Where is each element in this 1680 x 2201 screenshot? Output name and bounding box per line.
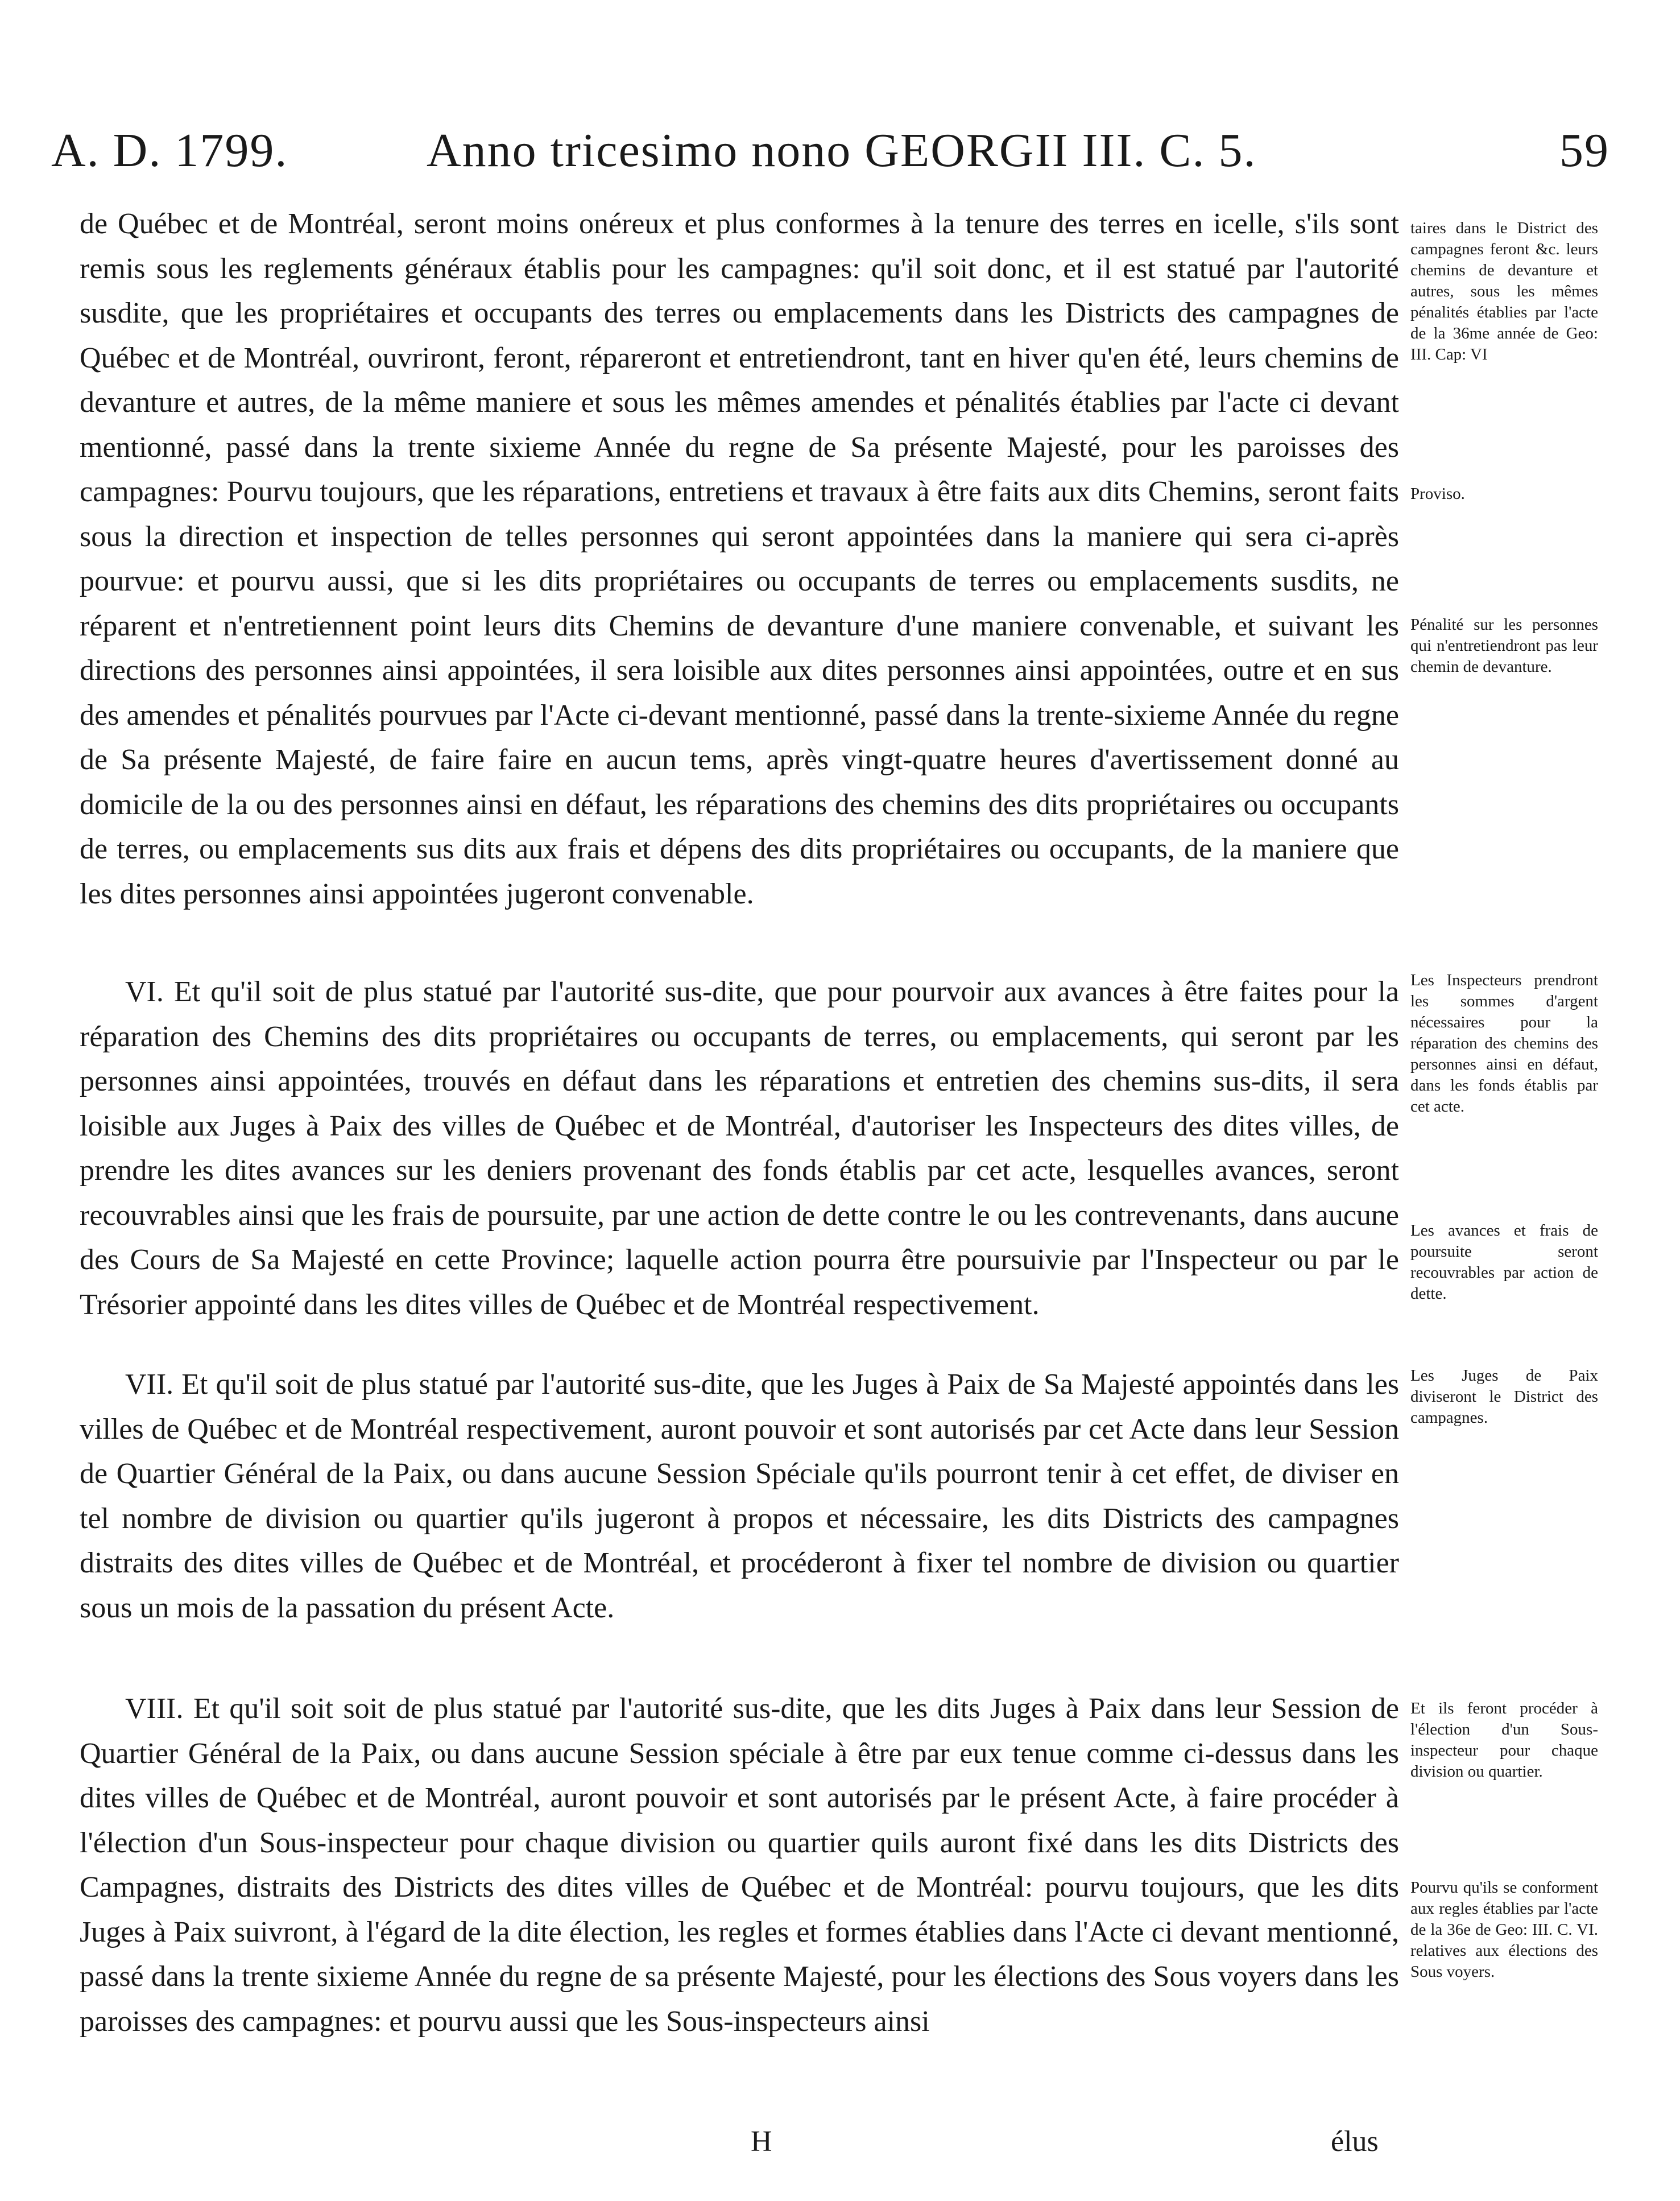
margin-note: Les Juges de Paix diviseront le District des campagnes. — [1410, 1366, 1598, 1427]
header-title: Anno tricesimo nono GEORGII III. C. 5. — [427, 124, 1257, 177]
paragraph-section-6 — [80, 970, 1399, 1327]
header-year: A. D. 1799. — [51, 124, 288, 177]
catchword: élus — [1331, 2125, 1379, 2158]
paragraph-text: de Québec et de Montréal, seront moins onéreux et plus conformes à la tenure des terres en icelle, s'ils sont remis sous les reglements généraux établis pour les campagnes: qu'il soit donc, et il est statué par l'autorité susdite, que les propriétaires et occupants des terres ou emplacements dans les Districts des campagnes de Québec et de Montréal, ouvriront, feront, répareront et entretiendront, tant en hiver qu'en été, leurs chemins de devanture et autres, de la même maniere et sous les mêmes amendes et pénalités établies par l'acte ci devant mentionné, passé dans la trente sixieme Année du regne de Sa présente Majesté, pour les paroisses des campagnes: Pourvu toujours, que les réparations, entretiens et travaux à être faits aux dits Chemins, seront faits sous la direction et inspection de telles personnes qui seront appointées dans la maniere qui sera ci-après pourvue: et pourvu aussi, que si les dits propriétaires ou occupants de terres ou emplacements susdits, ne réparent et n'entretiennent point leurs dits Chemins de devanture d'une maniere convenable, et suivant les directions des personnes ainsi appointées, il sera loisible aux dites personnes ainsi appointées, outre et en sus des amendes et pénalités pourvues par l'Acte ci-devant mentionné, passé dans la trente-sixieme Année du regne de Sa présente Majesté, de faire faire en aucun tems, après vingt-quatre heures d'avertissement donné au domicile de la ou des personnes ainsi en défaut, les réparations des chemins des dits propriétaires ou occupants de terres, ou emplacements sus dits aux frais et dépens des dits propriétaires ou occupants, de la maniere que les dites personnes ainsi appointées jugeront convenable. — [80, 208, 1399, 910]
section-number: VI. — [125, 976, 164, 1008]
paragraph-section-8 — [80, 1687, 1399, 2044]
paragraph-text: Et qu'il soit de plus statué par l'autorité sus-dite, que les Juges à Paix de Sa Majesté appointés dans les villes de Québec et de Montréal respectivement, auront pouvoir et sont autorisés par cet Acte dans leur Session de Quartier Général de la Paix, ou dans aucune Session Spéciale qu'ils pourront tenir à cet effet, de diviser en tel nombre de division ou quartier qu'ils jugeront à propos et nécessaire, les dits Districts des campagnes distraits des dites villes de Québec et de Montréal, et procéderont à fixer tel nombre de division ou quartier sous un mois de la passation du présent Acte. — [80, 1368, 1400, 1624]
margin-note: Proviso. — [1410, 485, 1465, 503]
paragraph-text: Et qu'il soit soit de plus statué par l'autorité sus-dite, que les dits Juges à Paix dans leur Session de Quartier Général de la Paix, ou dans aucune Session spéciale à être par eux tenue comme ci-dessus dans les dites villes de Québec et de Montréal, auront pouvoir et sont autorisés par le présent Acte, à faire procéder à l'élection d'un Sous-inspecteur pour chaque division ou quartier quils auront fixé dans les dits Districts des Campagnes, distraits des Districts des dites villes de Québec et de Montréal: pourvu toujours, que les dits Juges à Paix suivront, à l'égard de la dite élection, les regles et formes établies dans l'Acte ci devant mentionné, passé dans la trente sixieme Année du regne de sa présente Majesté, pour les élections des Sous voyers dans les paroisses des campagnes: et pourvu aussi que les Sous-inspecteurs ainsi — [80, 1692, 1399, 2038]
paragraph-continued — [80, 202, 1399, 916]
signature-mark: H — [751, 2125, 772, 2158]
margin-note: Les Inspecteurs prendront les sommes d'argent nécessaires pour la réparation des chemins des personnes ainsi en défaut, dans les fonds établis par cet acte. — [1410, 971, 1598, 1116]
margin-note: Et ils feront procéder à l'élection d'un Sous-inspecteur pour chaque division ou quartier. — [1410, 1699, 1598, 1781]
margin-note: Les avances et frais de poursuite seront recouvrables par action de dette. — [1410, 1221, 1598, 1303]
page-number: 59 — [1559, 124, 1609, 177]
section-number: VIII. — [125, 1692, 184, 1725]
running-header — [51, 122, 1609, 179]
paragraph-section-7 — [80, 1362, 1399, 1630]
margin-note: Pénalité sur les personnes qui n'entretiendront pas leur chemin de devanture. — [1410, 616, 1598, 676]
margin-note: taires dans le District des campagnes feront &c. leurs chemins de devanture et autres, sous les mêmes pénalités établies par l'acte de la 36me année de Geo: III. Cap: VI — [1410, 219, 1598, 364]
paragraph-text: Et qu'il soit de plus statué par l'autorité sus-dite, que pour pourvoir aux avances à être faites pour la réparation des Chemins des dits propriétaires ou occupants de terres, ou emplacements, qui seront par les personnes ainsi appointées, trouvés en défaut dans les réparations et entretien des chemins sus-dits, il sera loisible aux Juges à Paix des villes de Québec et de Montréal, d'autoriser les Inspecteurs des dites villes, de prendre les dites avances sur les deniers provenant des fonds établis par cet acte, lesquelles avances, seront recouvrables ainsi que les frais de poursuite, par une action de dette contre le ou les contrevenants, dans aucune des Cours de Sa Majesté en cette Province; laquelle action pourra être poursuivie par l'Inspecteur ou par le Trésorier appointé dans les dites villes de Québec et de Montréal respectivement. — [80, 976, 1400, 1321]
margin-note: Pourvu qu'ils se conforment aux regles établies par l'acte de la 36e de Geo: III. C. VI. relatives aux élections des Sous voyers. — [1410, 1878, 1598, 1981]
section-number: VII. — [125, 1368, 174, 1401]
